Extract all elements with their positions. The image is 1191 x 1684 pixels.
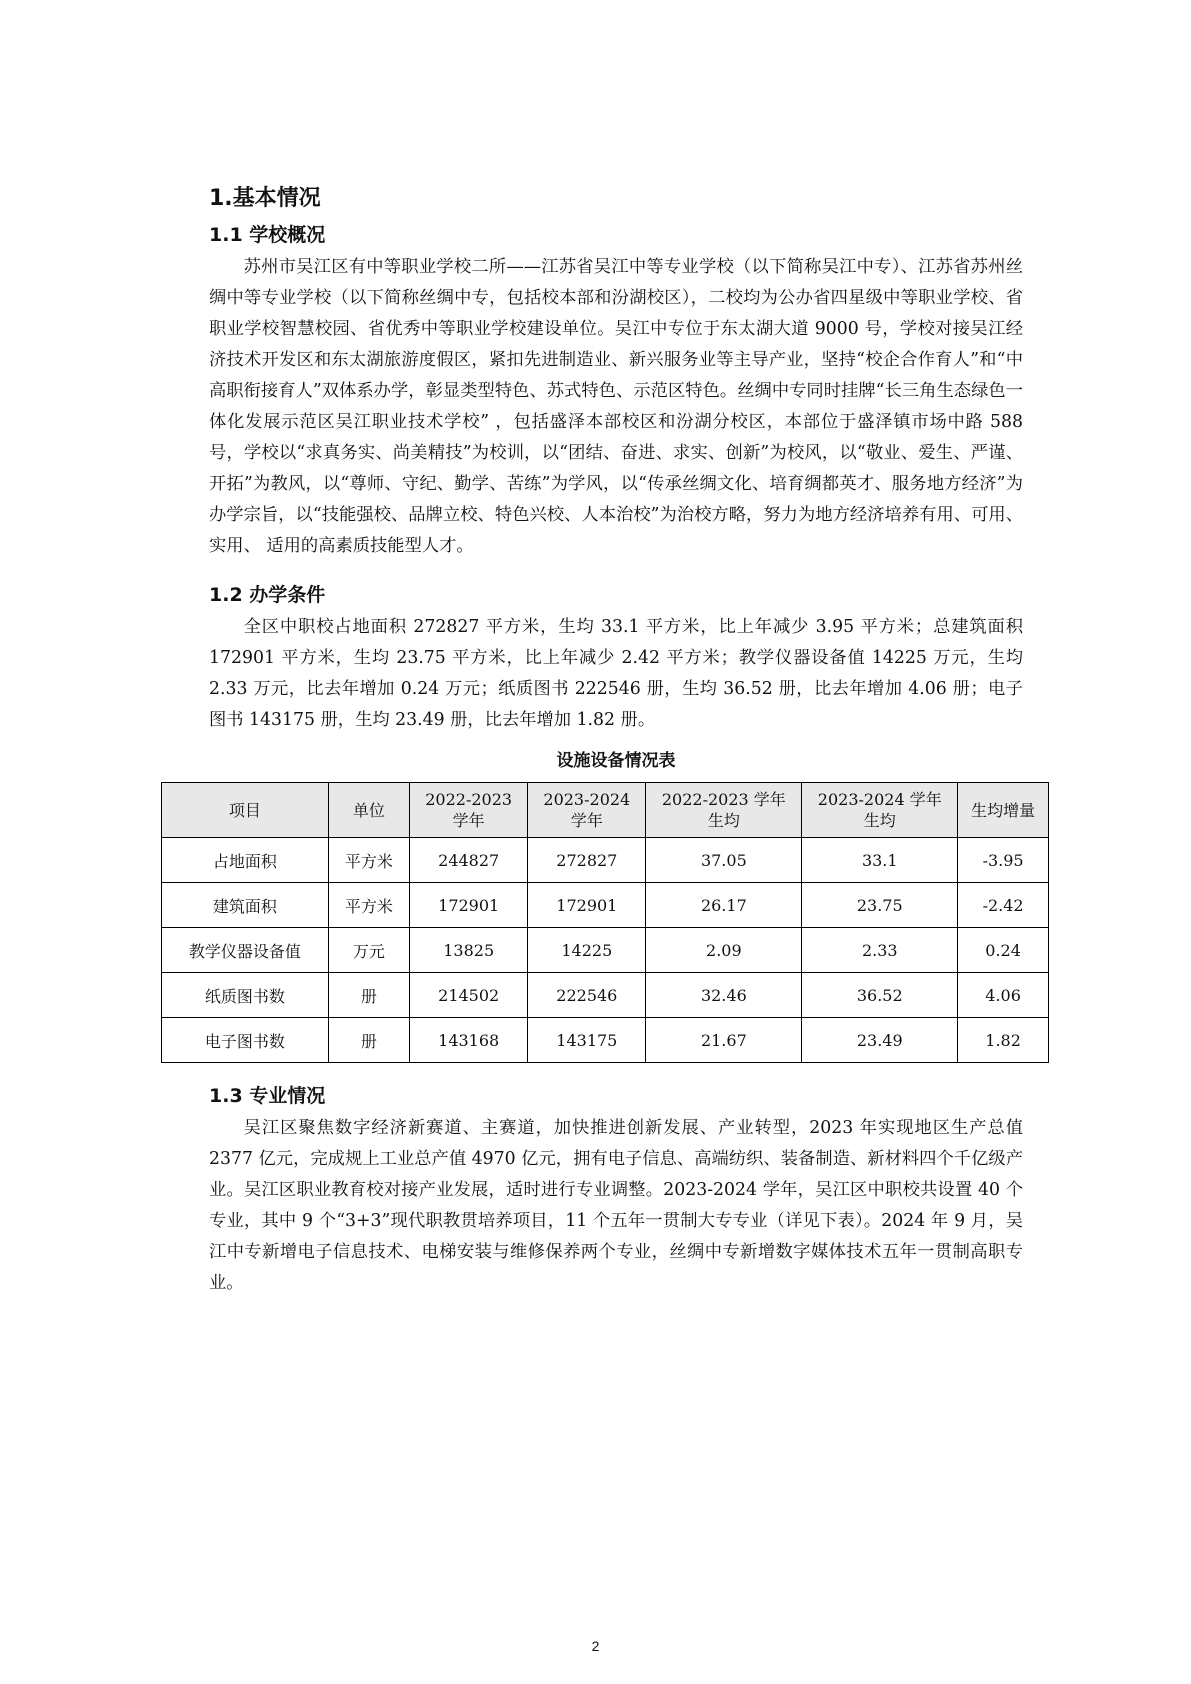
table-cell: 214502 xyxy=(410,973,528,1018)
table-cell: 32.46 xyxy=(646,973,802,1018)
table-row xyxy=(162,973,1049,1018)
table-cell: 教学仪器设备值 xyxy=(162,928,329,973)
section-1-1-heading: 1.1 学校概况 xyxy=(209,224,326,246)
table-cell: 建筑面积 xyxy=(162,883,329,928)
page-number: 2 xyxy=(591,1638,600,1654)
table-cell: 占地面积 xyxy=(162,838,329,883)
table-cell: 2.09 xyxy=(646,928,802,973)
table-row xyxy=(162,928,1049,973)
table-cell: -3.95 xyxy=(958,838,1049,883)
section-1-3-heading: 1.3 专业情况 xyxy=(209,1085,326,1107)
header-cell: 2023-2024 学年 生均 xyxy=(802,783,958,838)
table-cell: -2.42 xyxy=(958,883,1049,928)
table-header-row xyxy=(162,783,1049,838)
table-cell: 电子图书数 xyxy=(162,1018,329,1063)
table-cell: 1.82 xyxy=(958,1018,1049,1063)
header-cell: 项目 xyxy=(162,783,329,838)
table-cell: 244827 xyxy=(410,838,528,883)
table-cell: 2.33 xyxy=(802,928,958,973)
header-cell: 2022-2023 学年 生均 xyxy=(646,783,802,838)
table-cell: 37.05 xyxy=(646,838,802,883)
page-content xyxy=(188,182,1036,1299)
table-row xyxy=(162,1018,1049,1063)
table-cell: 143175 xyxy=(528,1018,646,1063)
table-cell: 万元 xyxy=(328,928,409,973)
table-row xyxy=(162,883,1049,928)
table-cell: 23.75 xyxy=(802,883,958,928)
table-cell: 册 xyxy=(328,1018,409,1063)
table-cell: 172901 xyxy=(528,883,646,928)
table-title: 设施设备情况表 xyxy=(556,751,676,771)
header-cell: 2022-2023 学年 xyxy=(410,783,528,838)
table-cell: 33.1 xyxy=(802,838,958,883)
table-cell: 13825 xyxy=(410,928,528,973)
table-row xyxy=(162,838,1049,883)
section-1-3-paragraph: 吴江区聚焦数字经济新赛道、主赛道，加快推进创新发展、产业转型，2023 年实现地区生产总值 2377 亿元，完成规上工业总产值 4970 亿元，拥有电子信息、高端纺织、装备制造、新材料四个千亿级产业。吴江区职业教育校对接产业发展，适时进行专业调整。2023-2024 学年，吴江区中职校共设置 40 个专业，其中 9 个“3+3”现代职教贯培养项目，11 个五年一贯制大专专业（详见下表）。2024 年 9 月，吴江中专新增电子信息技术、电梯安装与维修保养两个专业，丝绸中专新增数字媒体技术五年一贯制高职专业。 xyxy=(209,1118,1023,1293)
table-cell: 272827 xyxy=(528,838,646,883)
facilities-table xyxy=(161,782,1049,1063)
table-cell: 平方米 xyxy=(328,838,409,883)
table-cell: 纸质图书数 xyxy=(162,973,329,1018)
table-cell: 26.17 xyxy=(646,883,802,928)
table-cell: 222546 xyxy=(528,973,646,1018)
table-cell: 36.52 xyxy=(802,973,958,1018)
header-cell: 生均增量 xyxy=(958,783,1049,838)
section-1-1-paragraph: 苏州市吴江区有中等职业学校二所——江苏省吴江中等专业学校（以下简称吴江中专）、江苏省苏州丝绸中等专业学校（以下简称丝绸中专，包括校本部和汾湖校区），二校均为公办省四星级中等职业学校、省职业学校智慧校园、省优秀中等职业学校建设单位。吴江中专位于东太湖大道 9000 号，学校对接吴江经济技术开发区和东太湖旅游度假区，紧扣先进制造业、新兴服务业等主导产业，坚持“校企合作育人”和“中高职衔接育人”双体系办学，彰显类型特色、苏式特色、示范区特色。丝绸中专同时挂牌“长三角生态绿色一体化发展示范区吴江职业技术学校” ，包括盛泽本部校区和汾湖分校区，本部位于盛泽镇市场中路 588 号，学校以“求真务实、尚美精技”为校训，以“团结、奋进、求实、创新”为校风，以“敬业、爱生、严谨、开拓”为教风，以“尊师、守纪、勤学、苦练”为学风，以“传承丝绸文化、培育绸都英才、服务地方经济”为办学宗旨，以“技能强校、品牌立校、特色兴校、人本治校”为治校方略，努力为地方经济培养有用、可用、实用、 适用的高素质技能型人才。 xyxy=(209,257,1023,556)
header-cell: 2023-2024 学年 xyxy=(528,783,646,838)
section-1-2-paragraph: 全区中职校占地面积 272827 平方米，生均 33.1 平方米，比上年减少 3.95 平方米；总建筑面积 172901 平方米，生均 23.75 平方米，比上年减少 2.42 平方米；教学仪器设备值 14225 万元，生均 2.33 万元，比去年增加 0.24 万元；纸质图书 222546 册，生均 36.52 册，比去年增加 4.06 册；电子图书 143175 册，生均 23.49 册，比去年增加 1.82 册。 xyxy=(209,617,1023,730)
table-cell: 143168 xyxy=(410,1018,528,1063)
section-1-heading: 1.基本情况 xyxy=(209,186,321,211)
header-cell: 单位 xyxy=(328,783,409,838)
table-cell: 172901 xyxy=(410,883,528,928)
table-cell: 14225 xyxy=(528,928,646,973)
table-cell: 4.06 xyxy=(958,973,1049,1018)
table-cell: 21.67 xyxy=(646,1018,802,1063)
table-cell: 平方米 xyxy=(328,883,409,928)
section-1-2-heading: 1.2 办学条件 xyxy=(209,584,326,606)
table-cell: 0.24 xyxy=(958,928,1049,973)
table-cell: 23.49 xyxy=(802,1018,958,1063)
table-cell: 册 xyxy=(328,973,409,1018)
